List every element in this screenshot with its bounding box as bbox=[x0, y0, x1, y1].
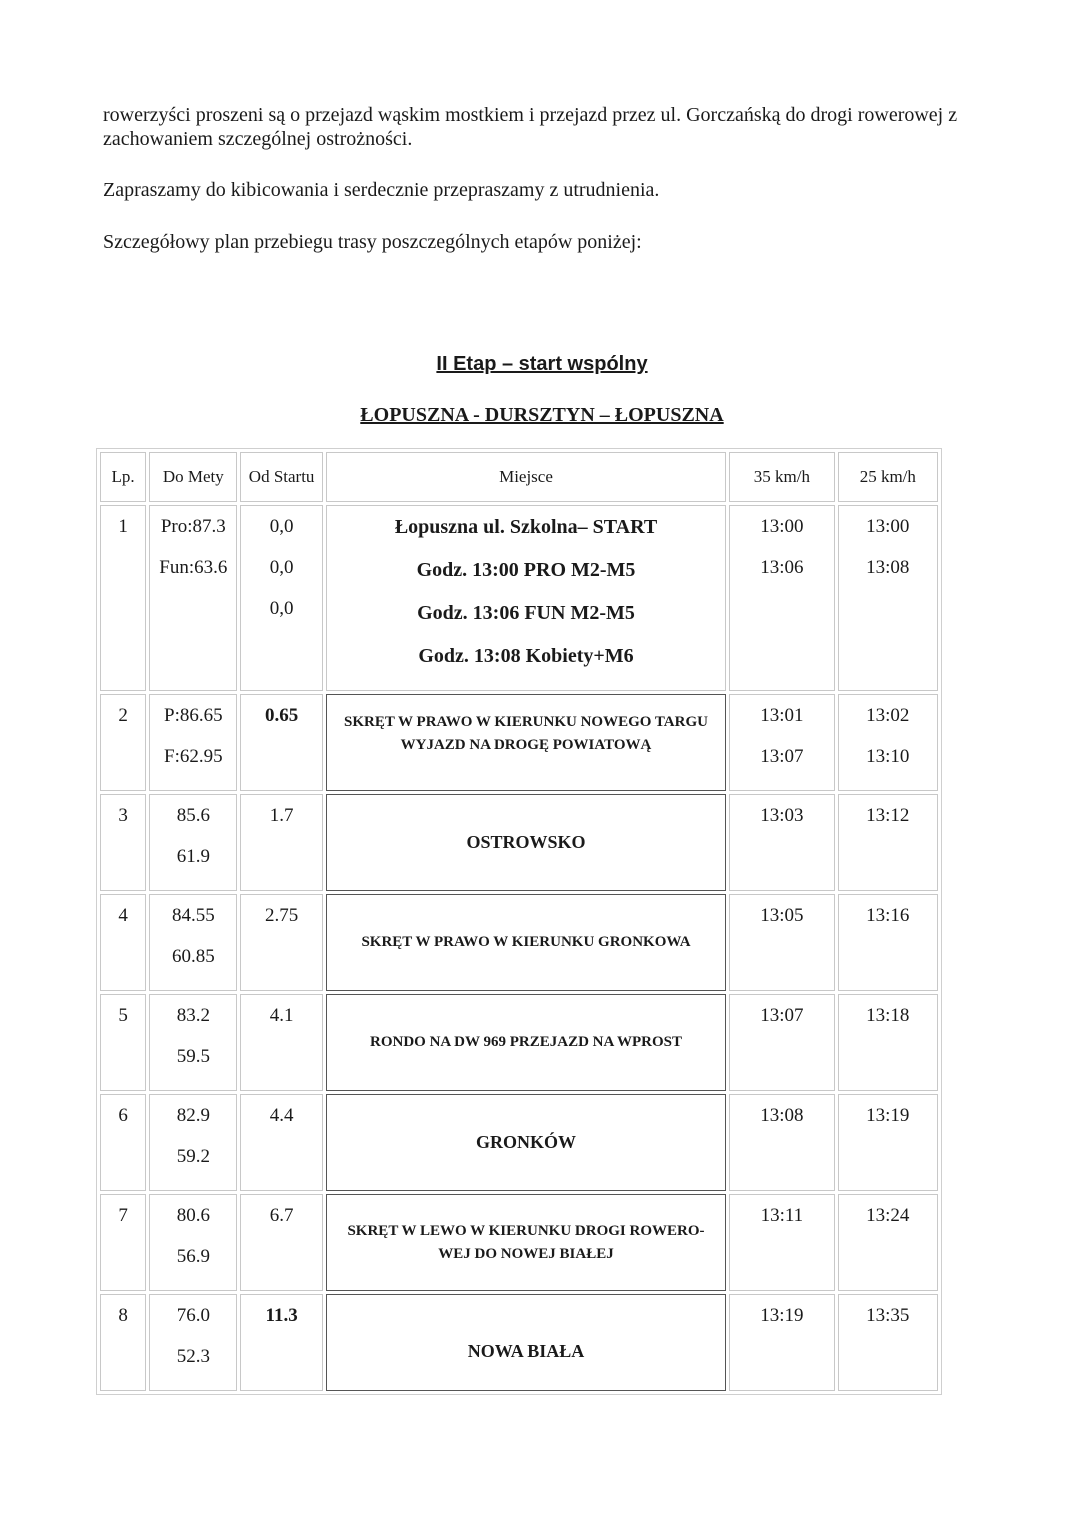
cell-miejsce bbox=[326, 1194, 726, 1291]
place-text: SKRĘT W PRAWO W KIERUNKU NOWEGO TARGU WYJAZD NA DROGĘ POWIATOWĄ bbox=[344, 714, 708, 753]
cell-value: 60.85 bbox=[171, 946, 215, 967]
cell-od-startu bbox=[240, 505, 322, 691]
intro-paragraph-1: rowerzyści proszeni są o przejazd wąskim mostkiem i przejazd przez ul. Gorczańską do drogi rowerowej z zachowaniem szczególnej ostrożności. bbox=[103, 104, 958, 150]
cell-value: 13:02 bbox=[866, 705, 910, 726]
place-text: SKRĘT W LEWO W KIERUNKU DROGI ROWERO-WEJ DO NOWEJ BIAŁEJ bbox=[347, 1222, 705, 1262]
cell-od-startu bbox=[240, 1294, 322, 1391]
cell-value: 85.6 bbox=[176, 805, 210, 826]
cell-35kmh bbox=[729, 1194, 834, 1291]
cell-od-startu bbox=[240, 694, 322, 791]
cell-lp bbox=[100, 1194, 146, 1291]
cell-value: 4.4 bbox=[269, 1105, 294, 1126]
cell-value: 1 bbox=[118, 516, 128, 537]
cell-miejsce bbox=[326, 505, 726, 691]
cell-value: 2.75 bbox=[264, 905, 299, 926]
cell-value: 52.3 bbox=[176, 1346, 210, 1367]
cell-value: 13:00 bbox=[760, 516, 804, 537]
cell-25kmh bbox=[838, 1194, 938, 1291]
header-35kmh: 35 km/h bbox=[729, 452, 834, 502]
table-row bbox=[100, 505, 938, 691]
cell-value: 0,0 bbox=[269, 516, 294, 537]
table-header-row bbox=[100, 452, 938, 502]
table-row bbox=[100, 1094, 938, 1191]
cell-do-mety bbox=[149, 1194, 237, 1291]
cell-do-mety bbox=[149, 994, 237, 1091]
cell-value: Pro:87.3 bbox=[160, 516, 226, 537]
cell-od-startu bbox=[240, 1194, 322, 1291]
cell-value: 83.2 bbox=[176, 1005, 210, 1026]
cell-value: 13:05 bbox=[760, 905, 804, 926]
cell-value: 13:00 bbox=[866, 516, 910, 537]
cell-value: 4.1 bbox=[269, 1005, 294, 1026]
cell-od-startu bbox=[240, 1094, 322, 1191]
place-text: NOWA BIAŁA bbox=[467, 1341, 585, 1361]
header-25kmh: 25 km/h bbox=[838, 452, 938, 502]
cell-miejsce bbox=[326, 694, 726, 791]
cell-lp bbox=[100, 1294, 146, 1391]
cell-miejsce bbox=[326, 1094, 726, 1191]
stage-title: II Etap – start wspólny bbox=[436, 353, 648, 375]
cell-35kmh bbox=[729, 894, 834, 991]
cell-miejsce bbox=[326, 1294, 726, 1391]
cell-value: 61.9 bbox=[176, 846, 210, 867]
table-row bbox=[100, 994, 938, 1091]
table-row bbox=[100, 794, 938, 891]
place-line: Godz. 13:00 PRO M2-M5 bbox=[416, 559, 636, 581]
cell-do-mety bbox=[149, 1094, 237, 1191]
route-table bbox=[96, 448, 942, 1395]
cell-35kmh bbox=[729, 794, 834, 891]
cell-value: P:86.65 bbox=[164, 705, 223, 726]
cell-value: F:62.95 bbox=[164, 746, 223, 767]
table-row bbox=[100, 894, 938, 991]
cell-lp bbox=[100, 694, 146, 791]
cell-value: Fun:63.6 bbox=[159, 557, 228, 578]
cell-25kmh bbox=[838, 1294, 938, 1391]
place-text: OSTROWSKO bbox=[466, 832, 586, 852]
cell-35kmh bbox=[729, 994, 834, 1091]
cell-value: 2 bbox=[118, 705, 128, 726]
cell-25kmh bbox=[838, 694, 938, 791]
cell-25kmh bbox=[838, 794, 938, 891]
table-row bbox=[100, 694, 938, 791]
cell-value: 13:11 bbox=[760, 1205, 804, 1226]
place-line: Łopuszna ul. Szkolna– START bbox=[394, 516, 658, 538]
cell-lp bbox=[100, 505, 146, 691]
cell-value: 13:18 bbox=[866, 1005, 910, 1026]
cell-lp bbox=[100, 1094, 146, 1191]
cell-value: 13:24 bbox=[866, 1205, 910, 1226]
cell-value: 13:01 bbox=[760, 705, 804, 726]
place-text: RONDO NA DW 969 PRZEJAZD NA WPROST bbox=[370, 1034, 682, 1050]
place-text: GRONKÓW bbox=[475, 1132, 576, 1152]
header-lp: Lp. bbox=[100, 452, 146, 502]
header-do-mety: Do Mety bbox=[149, 452, 237, 502]
cell-value: 13:07 bbox=[760, 1005, 804, 1026]
cell-value: 76.0 bbox=[176, 1305, 210, 1326]
cell-value: 1.7 bbox=[269, 805, 294, 826]
cell-value: 13:08 bbox=[760, 1105, 804, 1126]
cell-value: 7 bbox=[118, 1205, 128, 1226]
cell-value: 0,0 bbox=[269, 557, 294, 578]
cell-do-mety bbox=[149, 694, 237, 791]
header-miejsce: Miejsce bbox=[326, 452, 726, 502]
cell-miejsce bbox=[326, 994, 726, 1091]
cell-value: 13:19 bbox=[760, 1305, 804, 1326]
cell-35kmh bbox=[729, 505, 834, 691]
cell-value: 8 bbox=[118, 1305, 128, 1326]
cell-25kmh bbox=[838, 505, 938, 691]
cell-value: 13:12 bbox=[866, 805, 910, 826]
cell-value: 13:19 bbox=[866, 1105, 910, 1126]
table-row bbox=[100, 1294, 938, 1391]
cell-od-startu bbox=[240, 994, 322, 1091]
cell-do-mety bbox=[149, 505, 237, 691]
cell-35kmh bbox=[729, 694, 834, 791]
cell-value: 13:07 bbox=[760, 746, 804, 767]
cell-do-mety bbox=[149, 894, 237, 991]
cell-value: 13:16 bbox=[866, 905, 910, 926]
cell-25kmh bbox=[838, 994, 938, 1091]
cell-value: 0,0 bbox=[269, 598, 294, 619]
cell-lp bbox=[100, 794, 146, 891]
cell-35kmh bbox=[729, 1294, 834, 1391]
cell-od-startu bbox=[240, 794, 322, 891]
cell-value: 59.2 bbox=[176, 1146, 210, 1167]
cell-lp bbox=[100, 994, 146, 1091]
cell-value: 13:03 bbox=[760, 805, 804, 826]
cell-value: 84.55 bbox=[171, 905, 215, 926]
cell-25kmh bbox=[838, 1094, 938, 1191]
cell-value: 13:08 bbox=[866, 557, 910, 578]
place-line: Godz. 13:08 Kobiety+M6 bbox=[418, 645, 634, 667]
cell-value: 56.9 bbox=[176, 1246, 210, 1267]
cell-lp bbox=[100, 894, 146, 991]
cell-od-startu bbox=[240, 894, 322, 991]
cell-value: 6 bbox=[118, 1105, 128, 1126]
cell-value: 80.6 bbox=[176, 1205, 210, 1226]
cell-value: 5 bbox=[118, 1005, 128, 1026]
cell-value: 4 bbox=[118, 905, 128, 926]
cell-value: 6.7 bbox=[269, 1205, 294, 1226]
cell-value: 11.3 bbox=[265, 1305, 298, 1326]
intro-paragraph-2: Zapraszamy do kibicowania i serdecznie przepraszamy z utrudnienia. bbox=[103, 179, 660, 201]
route-title: ŁOPUSZNA - DURSZTYN – ŁOPUSZNA bbox=[360, 404, 724, 426]
cell-value: 59.5 bbox=[176, 1046, 210, 1067]
cell-value: 13:35 bbox=[866, 1305, 910, 1326]
cell-value: 3 bbox=[118, 805, 128, 826]
place-text: SKRĘT W PRAWO W KIERUNKU GRONKOWA bbox=[361, 934, 691, 950]
cell-value: 13:06 bbox=[760, 557, 804, 578]
header-od-startu: Od Startu bbox=[240, 452, 322, 502]
cell-miejsce bbox=[326, 794, 726, 891]
intro-paragraph-3: Szczegółowy plan przebiegu trasy poszczególnych etapów poniżej: bbox=[103, 231, 642, 253]
cell-value: 13:10 bbox=[866, 746, 910, 767]
cell-miejsce bbox=[326, 894, 726, 991]
cell-25kmh bbox=[838, 894, 938, 991]
table-row bbox=[100, 1194, 938, 1291]
cell-do-mety bbox=[149, 794, 237, 891]
cell-do-mety bbox=[149, 1294, 237, 1391]
cell-value: 0.65 bbox=[264, 705, 299, 726]
cell-35kmh bbox=[729, 1094, 834, 1191]
cell-value: 82.9 bbox=[176, 1105, 210, 1126]
place-line: Godz. 13:06 FUN M2-M5 bbox=[417, 602, 635, 624]
